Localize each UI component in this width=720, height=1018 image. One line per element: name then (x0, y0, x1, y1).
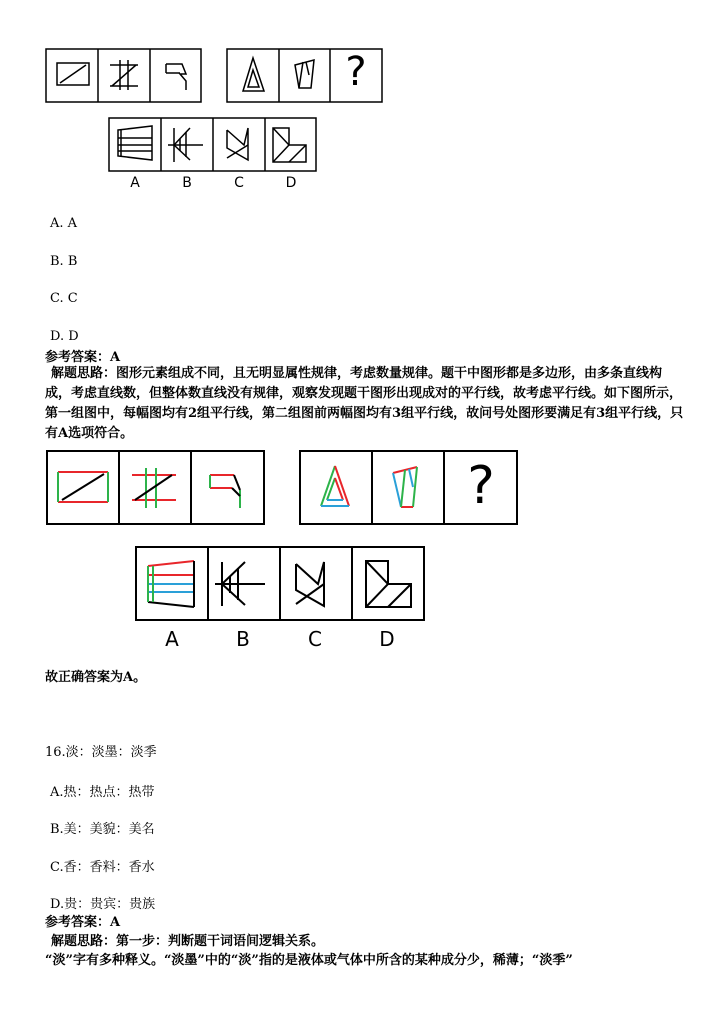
q16-step1-detail: “淡”字有多种释义。“淡墨”中的“淡”指的是液体或气体中所含的某种成分少，稀薄；“淡季” (45, 953, 573, 968)
answer-label: 参考答案：A (45, 350, 121, 365)
choice-label-c: C (234, 175, 244, 191)
choice-label-a-colored: A (165, 627, 179, 651)
explanation: 解题思路：图形元素组成不同，且无明显属性规律，考虑数量规律。题干中图形都是多边形，由多条直线构成，考虑直线数，但整体数直线没有规律，观察发现题干图形出现成对的平行线，故考虑平行线。如下图所示，第一组图中，每幅图均有2组平行线，第二组图前两幅图均有3组平行线，故问号处图形要满足有3组平行线，只有A选项符合。 (45, 366, 684, 441)
option-a[interactable]: A. A (50, 216, 78, 231)
option-b[interactable]: B. B (50, 254, 78, 269)
choice-label-d: D (285, 175, 297, 191)
q16-option-c[interactable]: C.香：香料：香水 (50, 860, 155, 875)
choice-label-d-colored: D (379, 627, 395, 651)
conclusion: 故正确答案为A。 (45, 670, 147, 685)
question-mark: ? (345, 49, 367, 95)
question-16-stem: 16.淡：淡墨：淡季 (45, 745, 157, 760)
question-mark-colored: ? (467, 456, 495, 516)
option-d[interactable]: D. D (50, 329, 79, 344)
q16-step1: 解题思路：第一步：判断题干词语间逻辑关系。 (51, 934, 325, 949)
q16-option-b[interactable]: B.美：美貌：美名 (50, 822, 155, 837)
q16-option-d[interactable]: D.贵：贵宾：贵族 (50, 897, 156, 912)
q16-answer-label: 参考答案：A (45, 915, 121, 930)
option-c[interactable]: C. C (50, 291, 78, 306)
choice-label-b-colored: B (236, 627, 250, 651)
choice-label-b: B (182, 175, 192, 191)
choice-label-a: A (130, 175, 140, 191)
q16-option-a[interactable]: A.热：热点：热带 (50, 785, 155, 800)
choice-label-c-colored: C (308, 627, 322, 651)
